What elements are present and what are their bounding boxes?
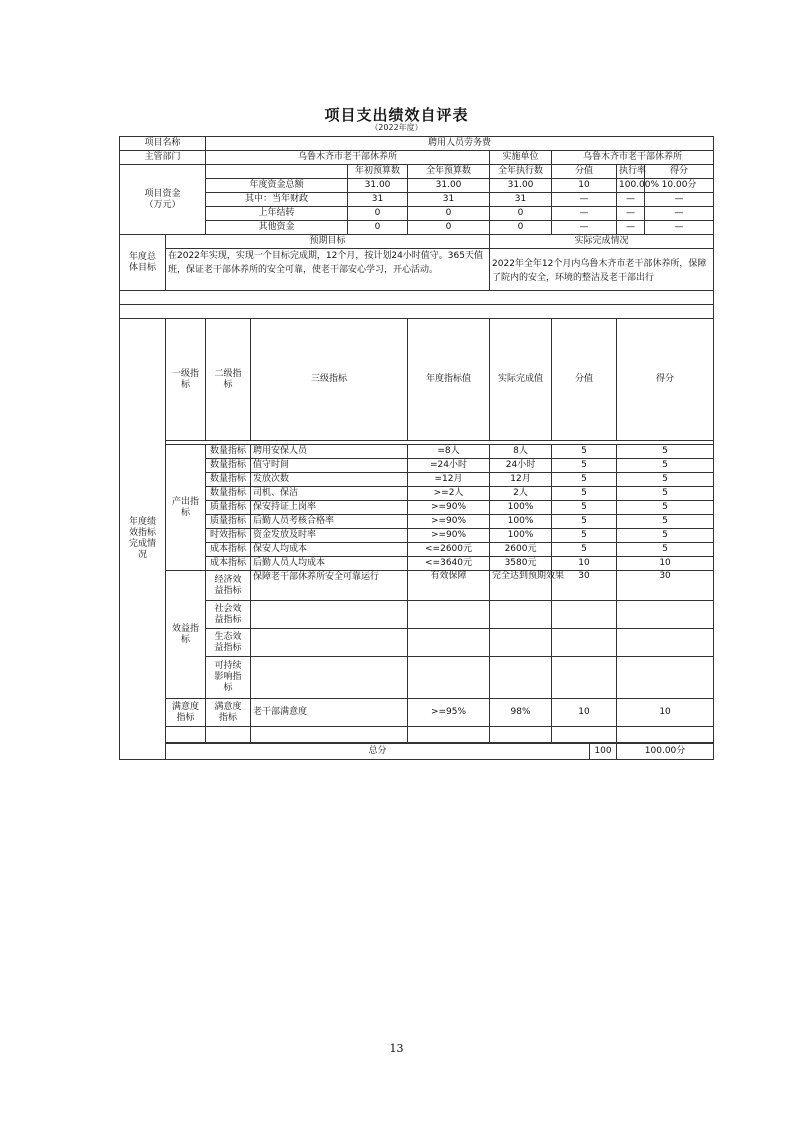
total-score-value: 100 (590, 744, 617, 760)
spacer-cell (120, 291, 714, 305)
actual-completion-text: 2022年全年12个月内乌鲁木齐市老干部休养所，保障了院内的安全，环境的整洁及老干部出行 (490, 249, 714, 291)
level3-cell: 资金发放及时率 (251, 529, 408, 543)
funds-cell: — (645, 221, 714, 235)
score-cell: 5 (617, 487, 714, 501)
row-spacer (120, 291, 714, 305)
target-cell: =12月 (408, 473, 490, 487)
output-indicator-row (120, 543, 714, 557)
level2-cell: 生态效 益指标 (206, 629, 251, 657)
expected-goal-label: 预期目标 (166, 235, 490, 249)
actual-cell: 98% (490, 699, 552, 727)
level2-cell: 质量指标 (206, 515, 251, 529)
document-year: （2022年度） (370, 123, 423, 132)
funds-row-label: 其他资金 (206, 221, 348, 235)
target-cell: >=90% (408, 515, 490, 529)
header-score-value: 分值 (552, 319, 617, 441)
target-cell: 有效保障 (408, 571, 490, 601)
output-indicator-row (120, 445, 714, 459)
funds-cell: 31.00 (490, 179, 552, 193)
score-cell: 5 (617, 473, 714, 487)
funds-cell: — (552, 221, 617, 235)
score-value-cell (552, 601, 617, 629)
row-goals-content (120, 249, 714, 291)
annual-goal-label: 年度总 体目标 (120, 235, 166, 291)
score-cell: 5 (617, 515, 714, 529)
total-score: 100.00分 (617, 744, 714, 760)
level2-cell: 可持续 影响指 标 (206, 657, 251, 699)
output-indicator-row (120, 529, 714, 543)
actual-cell: 2人 (490, 487, 552, 501)
score-cell: 5 (617, 529, 714, 543)
score-value-cell: 5 (552, 445, 617, 459)
row-project-name (120, 137, 714, 151)
output-indicator-row (120, 473, 714, 487)
funds-header-executed: 全年执行数 (490, 165, 552, 179)
funds-cell: 0 (490, 221, 552, 235)
row-funds-fiscal (120, 193, 714, 207)
level3-cell: 聘用安保人员 (251, 445, 408, 459)
score-cell: 5 (617, 543, 714, 557)
score-value-cell: 10 (552, 557, 617, 571)
actual-cell (490, 657, 552, 699)
level2-cell: 质量指标 (206, 501, 251, 515)
score-value-cell: 5 (552, 473, 617, 487)
funds-cell: 10 (552, 179, 617, 193)
blank-cell (408, 727, 490, 743)
funds-cell: — (552, 207, 617, 221)
funds-cell: — (617, 207, 645, 221)
level3-cell: 发放次数 (251, 473, 408, 487)
funds-header-blank (206, 165, 348, 179)
satisfaction-indicator-row (120, 699, 714, 727)
benefit-indicator-row (120, 571, 714, 601)
spacer-cell (120, 305, 714, 319)
target-cell: >=90% (408, 501, 490, 515)
blank-cell (617, 727, 714, 743)
actual-cell: 3580元 (490, 557, 552, 571)
funds-header-score: 得分 (645, 165, 714, 179)
row-funds-header (120, 165, 714, 179)
funds-header-initial-budget: 年初预算数 (348, 165, 408, 179)
funds-row-label: 其中：当年财政 (206, 193, 348, 207)
actual-cell: 100% (490, 529, 552, 543)
level3-cell: 保安人均成本 (251, 543, 408, 557)
level3-cell: 值守时间 (251, 459, 408, 473)
level2-cell: 经济效 益指标 (206, 571, 251, 601)
header-score: 得分 (617, 319, 714, 441)
expected-goal-text: 在2022年实现，实现一个目标完成期，12个月，按计划24小时值守。365天值班，保证老干部休养所的安全可靠，使老干部安心学习，开心活动。 (166, 249, 490, 291)
level2-cell: 数量指标 (206, 459, 251, 473)
score-cell (617, 657, 714, 699)
funds-label: 项目资金 （万元） (120, 165, 206, 235)
score-cell: 5 (617, 445, 714, 459)
level2-cell: 时效指标 (206, 529, 251, 543)
funds-cell: 31.00 (348, 179, 408, 193)
benefit-indicator-row (120, 629, 714, 657)
score-value-cell: 5 (552, 459, 617, 473)
score-cell: 10 (617, 557, 714, 571)
funds-cell: 31.00 (408, 179, 490, 193)
actual-cell (490, 601, 552, 629)
score-cell: 10 (617, 699, 714, 727)
header-target: 年度指标值 (408, 319, 490, 441)
department-label: 主管部门 (120, 151, 206, 165)
benefit-indicator-row (120, 657, 714, 699)
blank-indicator-row (120, 727, 714, 743)
funds-row-label: 上年结转 (206, 207, 348, 221)
level2-cell: 成本指标 (206, 543, 251, 557)
header-level3: 三级指标 (251, 319, 408, 441)
actual-cell: 100% (490, 515, 552, 529)
level3-cell: 老干部满意度 (251, 699, 408, 727)
department-value: 乌鲁木齐市老干部休养所 (206, 151, 490, 165)
funds-cell: 31 (490, 193, 552, 207)
funds-cell: 31 (408, 193, 490, 207)
output-indicator-row (120, 515, 714, 529)
level3-cell: 后勤人员人均成本 (251, 557, 408, 571)
level2-cell: 数量指标 (206, 487, 251, 501)
target-cell: <=3640元 (408, 557, 490, 571)
level2-cell: 社会效 益指标 (206, 601, 251, 629)
actual-cell (490, 629, 552, 657)
row-funds-other (120, 221, 714, 235)
funds-cell: 100.00% (617, 179, 645, 193)
funds-cell: 0 (348, 207, 408, 221)
score-value-cell: 5 (552, 543, 617, 557)
document-title: 项目支出绩效自评表 (324, 106, 469, 124)
score-value-cell: 5 (552, 529, 617, 543)
score-value-cell: 5 (552, 487, 617, 501)
project-name-label: 项目名称 (120, 137, 206, 151)
score-value-cell: 10 (552, 699, 617, 727)
score-value-cell: 5 (552, 501, 617, 515)
output-indicator-row (120, 487, 714, 501)
blank-cell (251, 727, 408, 743)
target-cell: >=2人 (408, 487, 490, 501)
score-cell: 5 (617, 459, 714, 473)
score-cell (617, 629, 714, 657)
project-name-value: 聘用人员劳务费 (206, 137, 714, 151)
page-number: 13 (389, 1042, 404, 1055)
output-indicator-label: 产出指 标 (166, 445, 206, 571)
row-goals-header (120, 235, 714, 249)
funds-cell: 31 (348, 193, 408, 207)
funds-cell: — (645, 207, 714, 221)
benefit-indicator-row (120, 601, 714, 629)
actual-cell: 2600元 (490, 543, 552, 557)
funds-header-annual-budget: 全年预算数 (408, 165, 490, 179)
header-level1: 一级指 标 (166, 319, 206, 441)
implementing-unit-value: 乌鲁木齐市老干部休养所 (552, 151, 714, 165)
row-department (120, 151, 714, 165)
funds-cell: 10.00分 (645, 179, 714, 193)
level3-cell: 司机、保洁 (251, 487, 408, 501)
row-indicator-header (120, 319, 714, 441)
funds-row-label: 年度资金总额 (206, 179, 348, 193)
level3-cell (251, 629, 408, 657)
implementing-unit-label: 实施单位 (490, 151, 552, 165)
header-level2: 二级指 标 (206, 319, 251, 441)
level3-cell (251, 601, 408, 629)
actual-cell: 24小时 (490, 459, 552, 473)
target-cell (408, 629, 490, 657)
level2-cell: 满意度 指标 (206, 699, 251, 727)
blank-cell (206, 727, 251, 743)
blank-cell (490, 727, 552, 743)
funds-cell: 0 (408, 221, 490, 235)
satisfaction-indicator-label: 满意度 指标 (166, 699, 206, 727)
score-value-cell (552, 629, 617, 657)
level3-cell: 保安持证上岗率 (251, 501, 408, 515)
output-indicator-row (120, 501, 714, 515)
level2-cell: 成本指标 (206, 557, 251, 571)
funds-cell: — (552, 193, 617, 207)
funds-cell: — (617, 221, 645, 235)
target-cell: =24小时 (408, 459, 490, 473)
funds-header-score-value: 分值 (552, 165, 617, 179)
funds-cell: — (617, 193, 645, 207)
header-actual: 实际完成值 (490, 319, 552, 441)
score-value-cell: 5 (552, 515, 617, 529)
level2-cell: 数量指标 (206, 473, 251, 487)
actual-cell: 100% (490, 501, 552, 515)
target-cell: =8人 (408, 445, 490, 459)
funds-cell: 0 (408, 207, 490, 221)
target-cell (408, 601, 490, 629)
funds-cell: — (645, 193, 714, 207)
score-value-cell: 30 (552, 571, 617, 601)
blank-cell (166, 727, 206, 743)
target-cell: >=90% (408, 529, 490, 543)
target-cell (408, 657, 490, 699)
target-cell: <=2600元 (408, 543, 490, 557)
row-total (120, 744, 714, 760)
level3-cell (251, 657, 408, 699)
score-value-cell (552, 657, 617, 699)
output-indicator-row (120, 557, 714, 571)
total-label: 总分 (166, 744, 590, 760)
funds-cell: 0 (490, 207, 552, 221)
actual-cell: 8人 (490, 445, 552, 459)
actual-cell: 完全达到预期效果 (490, 571, 552, 601)
row-spacer (120, 305, 714, 319)
score-cell (617, 601, 714, 629)
score-cell: 5 (617, 501, 714, 515)
level2-cell: 数量指标 (206, 445, 251, 459)
blank-cell (552, 727, 617, 743)
level3-cell: 保障老干部休养所安全可靠运行 (251, 571, 408, 601)
self-evaluation-table (119, 136, 714, 760)
level3-cell: 后勤人员考核合格率 (251, 515, 408, 529)
output-indicator-row (120, 459, 714, 473)
indicator-section-label: 年度绩 效指标 完成情 况 (120, 319, 166, 760)
benefit-indicator-label: 效益指 标 (166, 571, 206, 699)
score-cell: 30 (617, 571, 714, 601)
funds-header-execution-rate: 执行率 (617, 165, 645, 179)
funds-cell: 0 (348, 221, 408, 235)
row-funds-total (120, 179, 714, 193)
actual-completion-label: 实际完成情况 (490, 235, 714, 249)
actual-cell: 12月 (490, 473, 552, 487)
row-funds-carryover (120, 207, 714, 221)
target-cell: >=95% (408, 699, 490, 727)
